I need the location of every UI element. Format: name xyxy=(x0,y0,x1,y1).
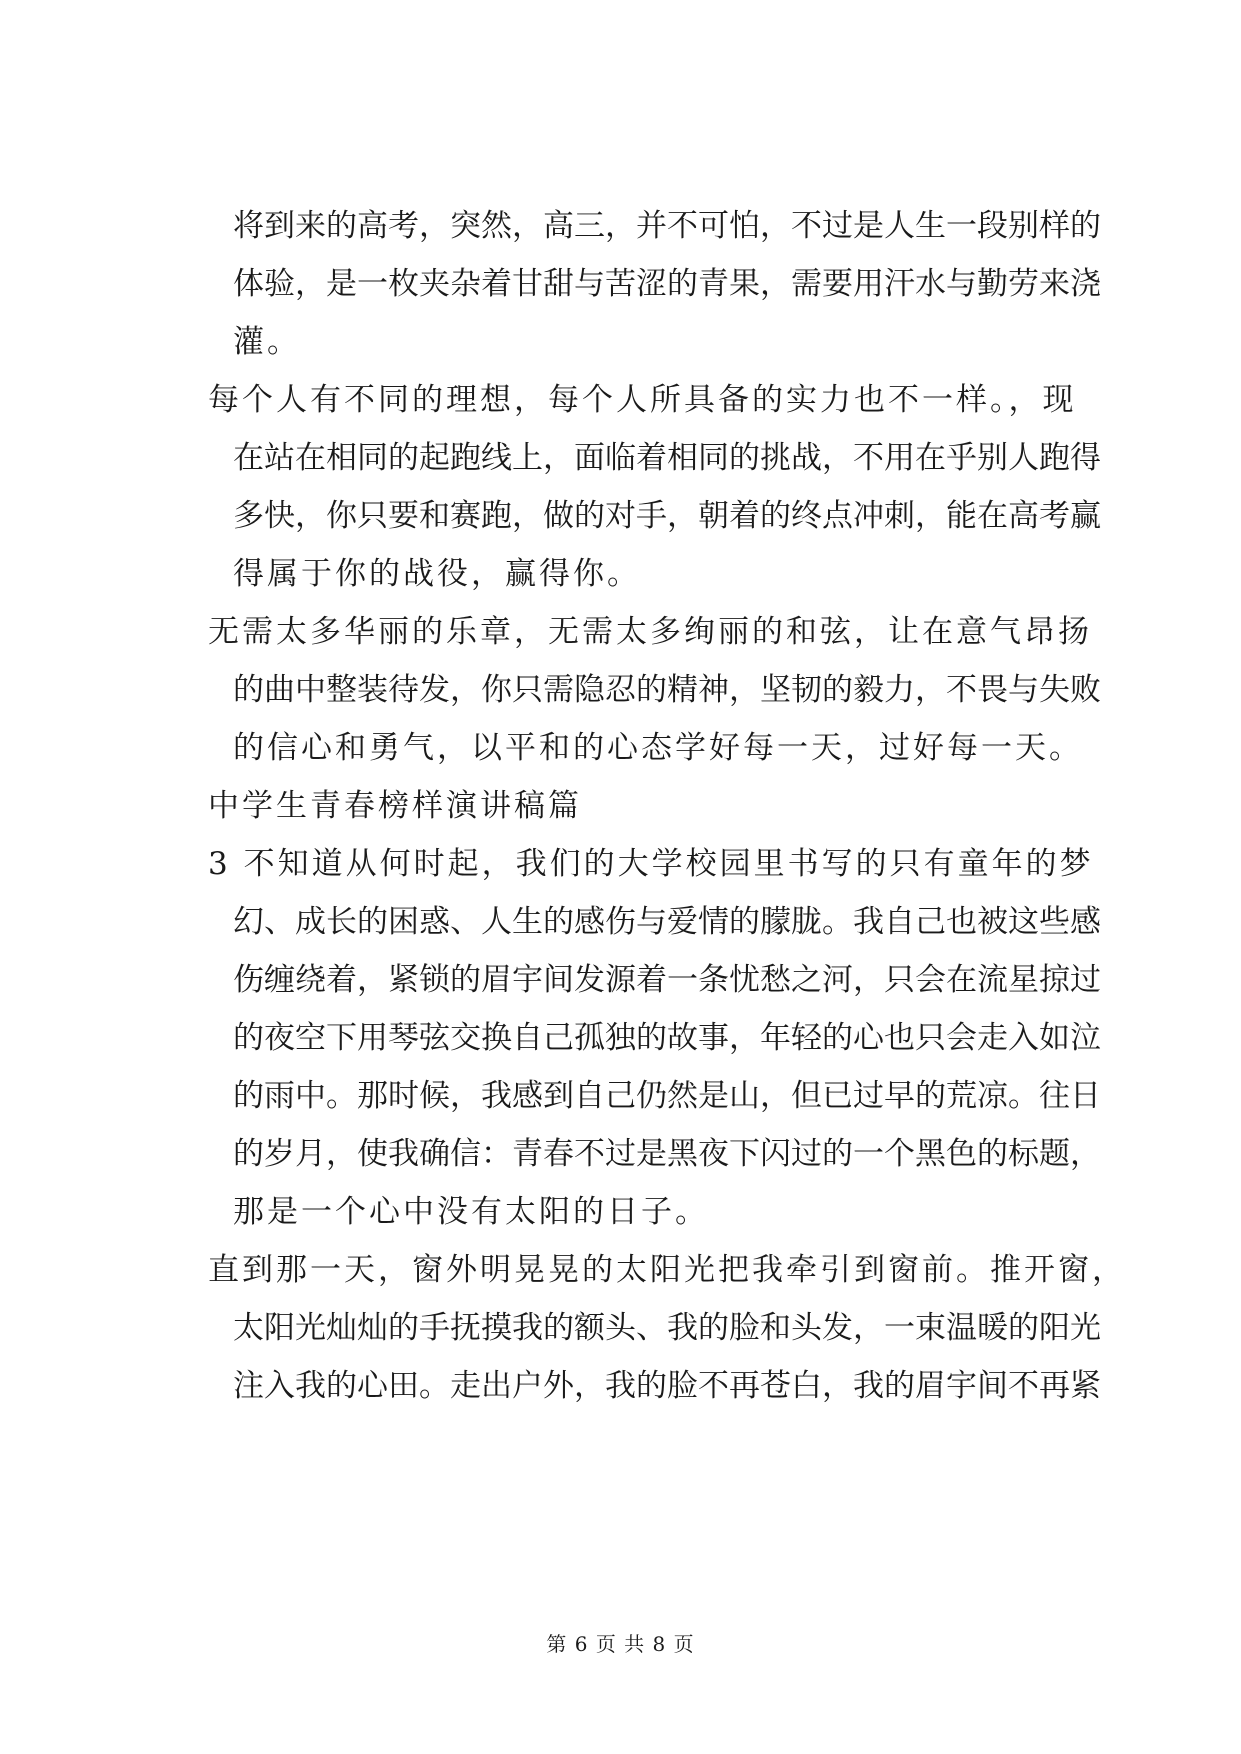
text-line: 3 不知道从何时起，我们的大学校园里书写的只有童年的梦 xyxy=(208,846,1094,882)
text-line: 太阳光灿灿的手抚摸我的额头、我的脸和头发，一束温暖的阳光 xyxy=(233,1310,1101,1346)
text-line: 得属于你的战役，赢得你。 xyxy=(233,556,641,592)
text-line: 在站在相同的起跑线上，面临着相同的挑战，不用在乎别人跑得 xyxy=(233,440,1101,476)
text-line: 的夜空下用琴弦交换自己孤独的故事，年轻的心也只会走入如泣 xyxy=(233,1020,1101,1056)
text-line: 的信心和勇气，以平和的心态学好每一天，过好每一天。 xyxy=(233,730,1083,766)
text-line: 体验，是一枚夹杂着甘甜与苦涩的青果，需要用汗水与勤劳来浇 xyxy=(233,266,1101,302)
text-line: 的岁月，使我确信：青春不过是黑夜下闪过的一个黑色的标题， xyxy=(233,1136,1101,1172)
text-line: 那是一个心中没有太阳的日子。 xyxy=(233,1194,709,1230)
text-line: 的雨中。那时候，我感到自己仍然是山，但已过早的荒凉。往日 xyxy=(233,1078,1101,1114)
text-line: 灌。 xyxy=(233,324,301,360)
text-line: 幻、成长的困惑、人生的感伤与爱情的朦胧。我自己也被这些感 xyxy=(233,904,1101,940)
section-heading: 中学生青春榜样演讲稿篇 xyxy=(208,788,582,824)
text-line: 的曲中整装待发，你只需隐忍的精神，坚韧的毅力，不畏与失败 xyxy=(233,672,1101,708)
text-line: 直到那一天，窗外明晃晃的太阳光把我牵引到窗前。推开窗， xyxy=(208,1252,1126,1288)
text-line: 多快，你只要和赛跑，做的对手，朝着的终点冲刺，能在高考赢 xyxy=(233,498,1101,534)
text-line: 注入我的心田。走出户外，我的脸不再苍白，我的眉宇间不再紧 xyxy=(233,1368,1101,1404)
text-line: 每个人有不同的理想，每个人所具备的实力也不一样。，现 xyxy=(208,382,1077,418)
text-line: 无需太多华丽的乐章，无需太多绚丽的和弦，让在意气昂扬 xyxy=(208,614,1092,650)
text-line: 将到来的高考，突然，高三，并不可怕，不过是人生一段别样的 xyxy=(233,208,1101,244)
text-line: 伤缠绕着，紧锁的眉宇间发源着一条忧愁之河，只会在流星掠过 xyxy=(233,962,1101,998)
page-number-footer: 第 6 页 共 8 页 xyxy=(546,1632,695,1656)
